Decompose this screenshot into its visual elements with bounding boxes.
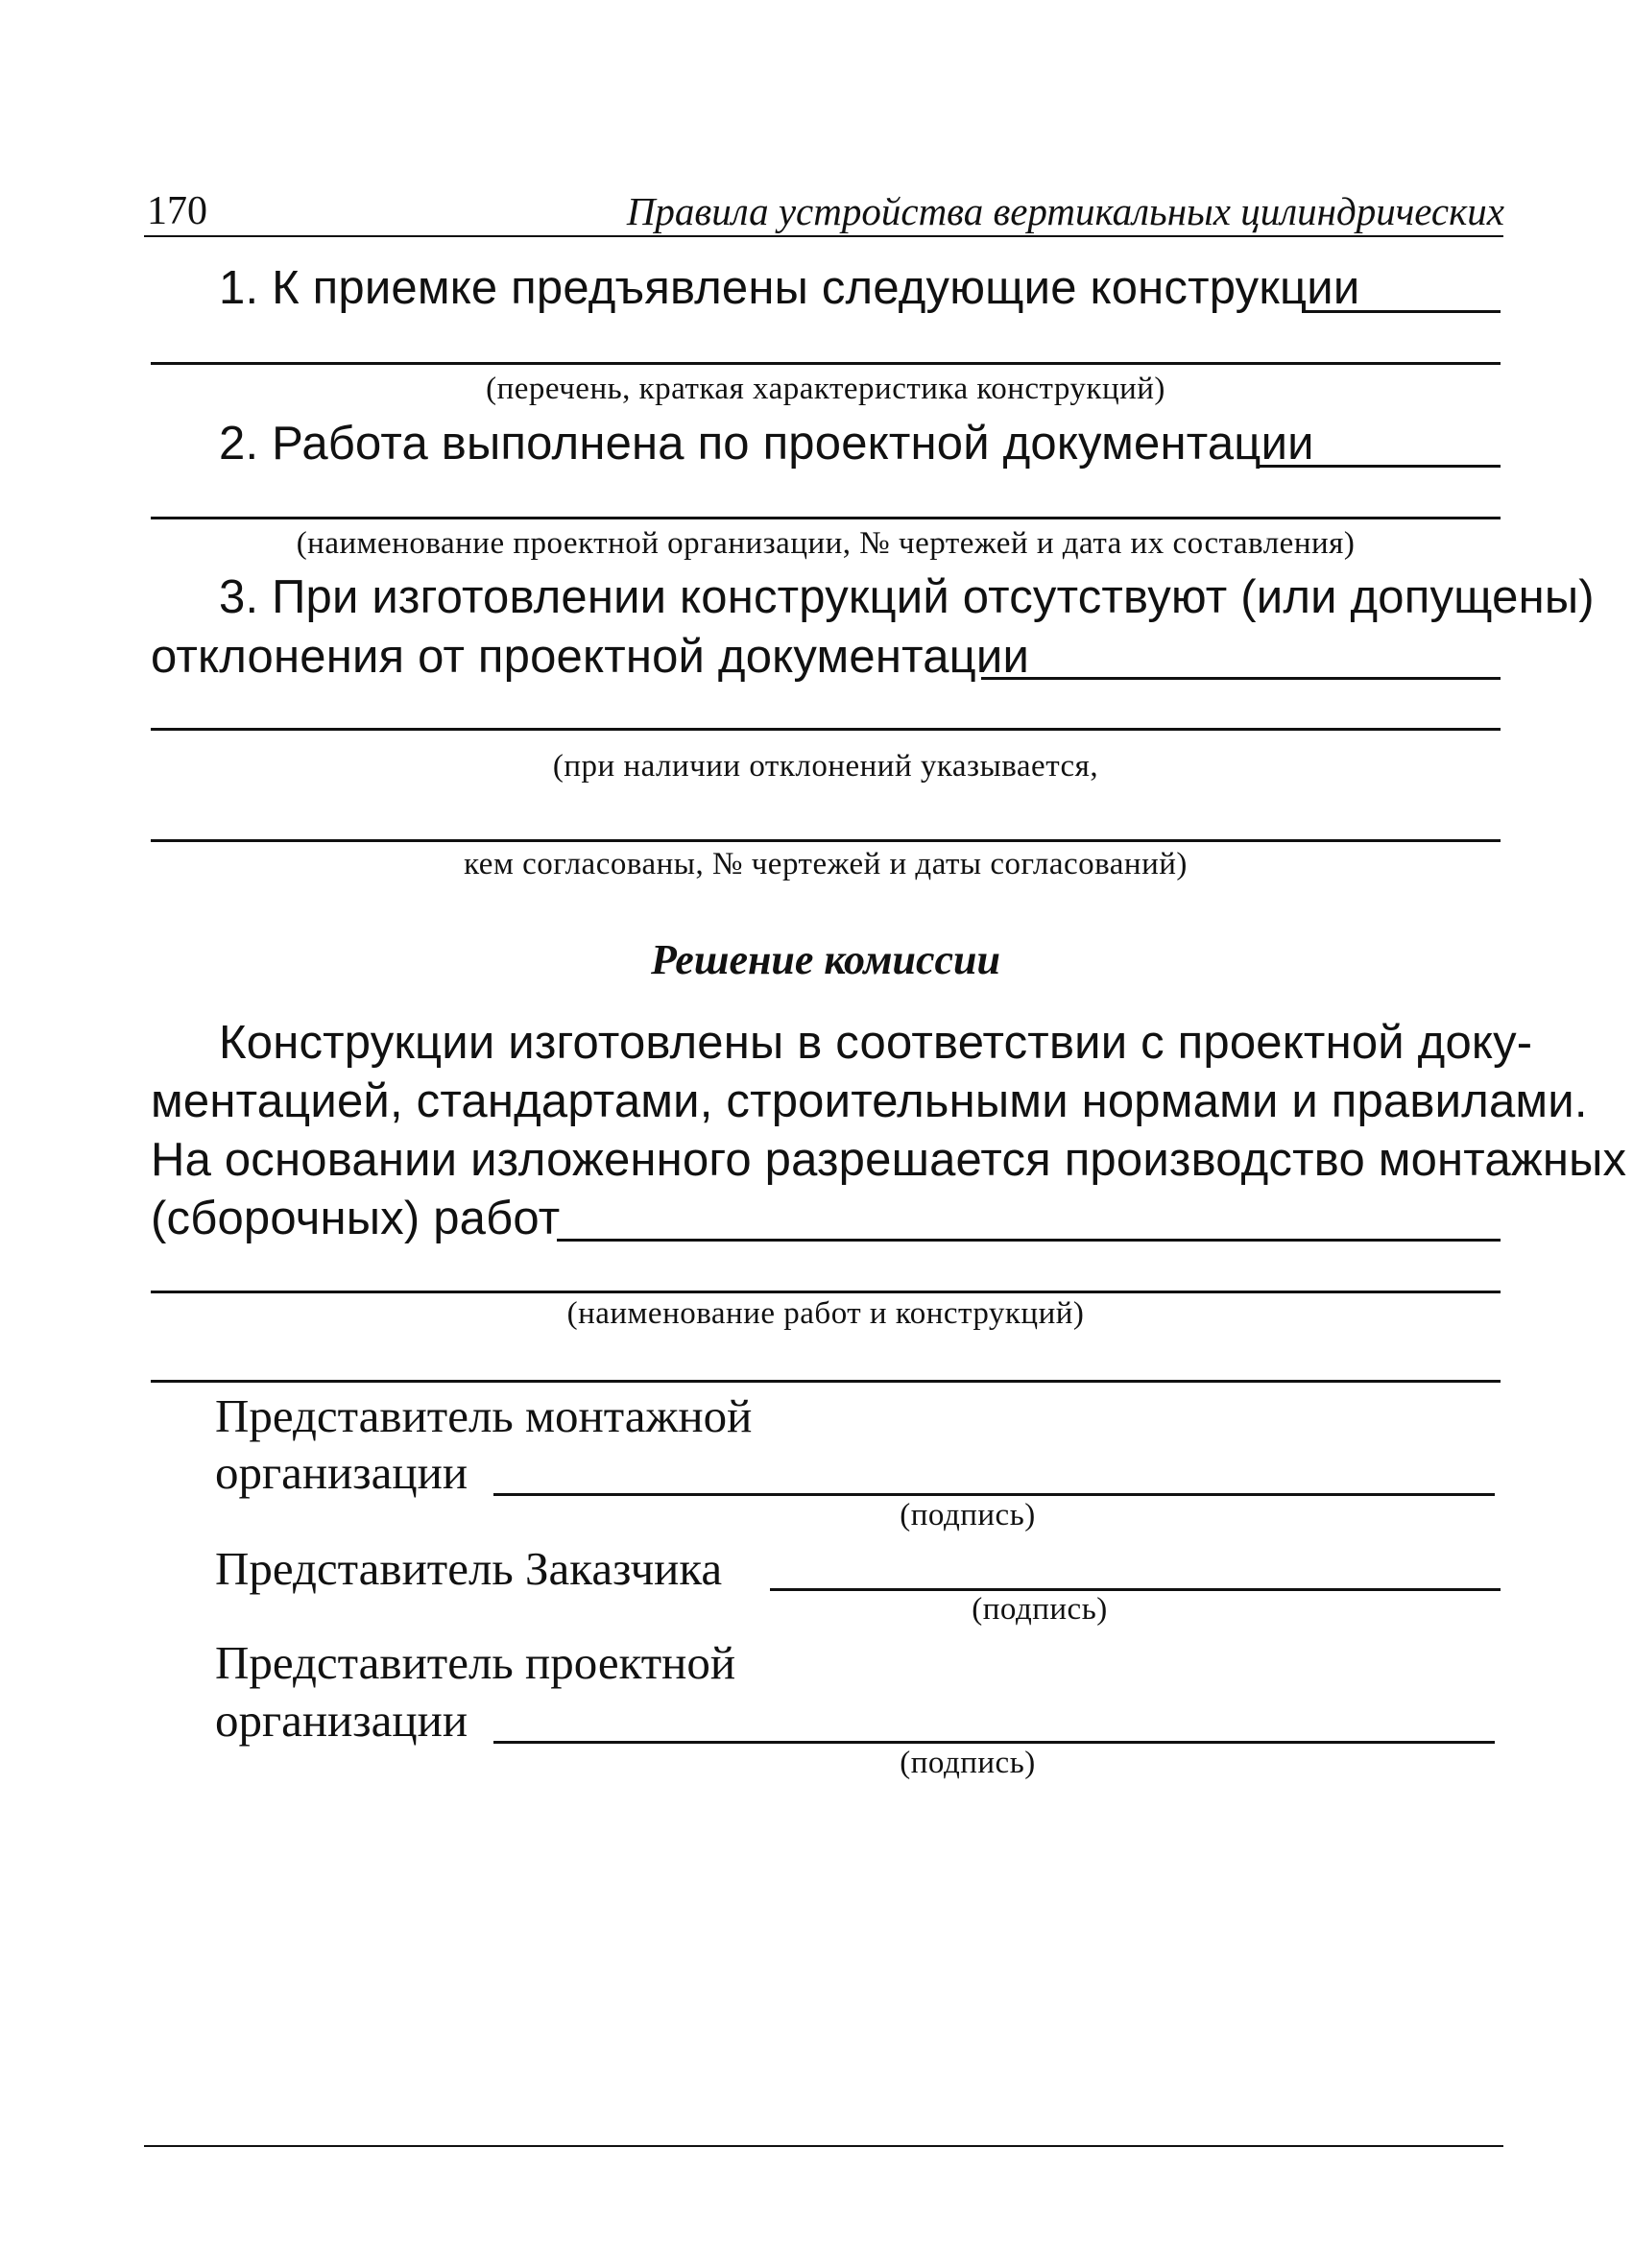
design-rep-signature-line [493,1741,1495,1744]
decision-blank-line-1 [151,1291,1501,1293]
page-number: 170 [147,189,207,233]
footer-rule [144,2145,1503,2147]
item-2-text: 2. Работа выполнена по проектной документации [219,418,1314,470]
item-2-caption: (наименование проектной организации, № чертежей и дата их составления) [296,526,1356,561]
design-rep-label-1: Представитель проектной [215,1636,736,1689]
item-2-blank-line [151,517,1501,519]
item-3-text-line-2: отклонения от проектной документации [151,631,1030,683]
item-3-text-line-1: 3. При изготовлении конструкций отсутствуют (или допущены) [219,571,1595,623]
item-1-blank-line [151,362,1501,365]
design-rep-label-2: организации [215,1694,468,1747]
customer-rep-signature-caption: (подпись) [972,1592,1108,1627]
decision-blank-inline [557,1239,1501,1242]
design-rep-signature-caption: (подпись) [900,1746,1036,1780]
item-3-caption-1: (при наличии отклонений указывается, [552,749,1099,784]
item-3-blank-inline [981,677,1501,680]
mount-rep-label-1: Представитель монтажной [215,1389,753,1442]
item-1-blank-inline [1302,310,1501,313]
decision-line-4: (сборочных) работ [151,1193,561,1244]
item-2-blank-inline [1260,465,1501,468]
header-rule [144,235,1503,237]
item-3-blank-line-2 [151,839,1501,842]
decision-caption: (наименование работ и конструкций) [566,1296,1085,1331]
mount-rep-signature-line [493,1493,1495,1496]
mount-rep-signature-caption: (подпись) [900,1498,1036,1532]
mount-rep-label-2: организации [215,1446,468,1499]
customer-rep-label: Представитель Заказчика [215,1542,723,1595]
decision-line-3: На основании изложенного разрешается производство монтажных [151,1134,1627,1186]
decision-heading: Решение комиссии [651,936,1000,983]
decision-blank-line-2 [151,1380,1501,1383]
item-1-text: 1. К приемке предъявлены следующие конструкции [219,262,1360,314]
item-1-caption: (перечень, краткая характеристика конструкций) [486,372,1165,406]
customer-rep-signature-line [770,1588,1501,1591]
decision-line-2: ментацией, стандартами, строительными нормами и правилами. [151,1075,1588,1127]
decision-line-1: Конструкции изготовлены в соответствии с проектной доку- [219,1017,1533,1069]
item-3-blank-line-1 [151,728,1501,731]
running-title: Правила устройства вертикальных цилиндрических [626,189,1504,233]
item-3-caption-2: кем согласованы, № чертежей и даты согласований) [464,847,1188,881]
